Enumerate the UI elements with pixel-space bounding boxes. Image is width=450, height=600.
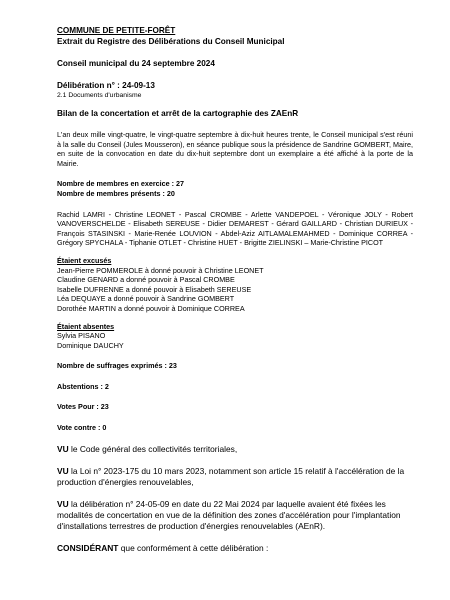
registry-extract-title: Extrait du Registre des Délibérations du Conseil Municipal [57, 37, 285, 46]
votes-against-count: Vote contre : 0 [57, 423, 107, 433]
absent-item: Dominique DAUCHY [57, 340, 124, 350]
vu-text: le Code général des collectivités territoriales, [68, 443, 238, 454]
absent-item: Sylvia PISANO [57, 331, 106, 341]
deliberation-category: 2.1 Documents d'urbanisme [57, 92, 142, 99]
votes-for-count: Votes Pour : 23 [57, 402, 109, 412]
excused-item: Dorothée MARTIN a donné pouvoir à Dominique CORREA [57, 303, 245, 313]
absent-title: Étaient absentes [57, 321, 115, 331]
abstentions-count: Abstentions : 2 [57, 381, 109, 391]
vu-label: VU [57, 498, 69, 509]
considerant-paragraph [57, 543, 413, 554]
members-present: Nombre de membres présents : 20 [57, 188, 175, 198]
vu-paragraph [57, 499, 413, 532]
excused-title: Étaient excusés [57, 255, 112, 265]
excused-item: Léa DEQUAYE a donné pouvoir à Sandrine GOMBERT [57, 294, 235, 304]
deliberation-number: Délibération n° : 24-09-13 [57, 81, 155, 90]
considerant-text: que conformément à cette délibération : [118, 542, 269, 553]
excused-item: Isabelle DUFRENNE a donné pouvoir à Elisabeth SEREUSE [57, 284, 252, 294]
absent-section [57, 322, 413, 351]
present-members-list: Rachid LAMRI - Christine LEONET - Pascal CROMBE - Arlette VANDEPOEL - Véronique JOLY - Robert VANOVERSCHELDE - Elisabeth SEREUSE - Didier DEMAREST - Gérard GAILLARD - Christian DURIEUX - François STASINSKI - Marie-Renée LOUVION - Abdel-Aziz AITLAMALEMAHMED - Dominique CORREA - Grégory SPYCHALA - Tiphanie OTLET - Christine HUET - Brigitte ZIELINSKI – Marie-Christine PICOT [57, 209, 413, 248]
excused-item: Claudine GENARD a donné pouvoir à Pascal CROMBE [57, 275, 235, 285]
commune-name: COMMUNE DE PETITE-FORÊT [57, 26, 176, 35]
excused-item: Jean-Pierre POMMEROLE à donné pouvoir à Christine LEONET [57, 265, 264, 275]
considerant-label: CONSIDÉRANT [57, 542, 119, 553]
vu-paragraph [57, 444, 413, 455]
intro-paragraph: L'an deux mille vingt-quatre, le vingt-quatre septembre à dix-huit heures trente, le Conseil municipal s'est réuni à la salle du Conseil (Jules Mousseron), en séance publique sous la présidence de Sandrine GOMBERT, Maire, en suite de la convocation en date du dix-huit septembre dont un exemplaire a été affiché à la porte de la Mairie. [57, 130, 413, 168]
vu-text: la Loi n° 2023-175 du 10 mars 2023, notamment son article 15 relatif à l'accélération de la production d'énergies renouvelables, [57, 465, 405, 487]
vu-paragraph [57, 466, 413, 488]
members-in-office: Nombre de membres en exercice : 27 [57, 179, 185, 189]
vu-label: VU [57, 443, 69, 454]
vu-label: VU [57, 465, 69, 476]
suffrages-count: Nombre de suffrages exprimés : 23 [57, 361, 177, 371]
deliberation-subject: Bilan de la concertation et arrêt de la cartographie des ZAEnR [57, 109, 299, 118]
vu-text: la délibération n° 24-05-09 en date du 22 Mai 2024 par laquelle avaient été fixées les modalités de concertation en vue de la définition des zones d'accélération pour l'implantation d'installations terrestres de production d'énergies renouvelables (AEnR). [57, 498, 401, 531]
council-date: Conseil municipal du 24 septembre 2024 [57, 59, 215, 68]
excused-section [57, 256, 413, 314]
